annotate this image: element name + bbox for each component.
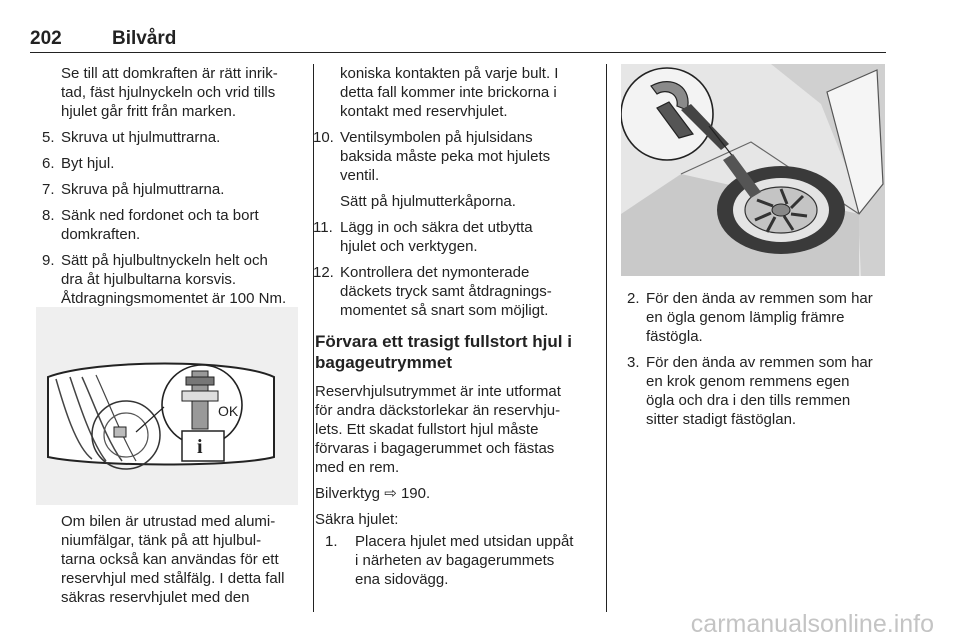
item-text: däckets tryck samt åtdragnings- [340, 283, 552, 300]
para-line: Reservhjulsutrymmet är inte utformat [315, 383, 561, 400]
intro-line: tad, fäst hjulnyckeln och vrid tills [61, 84, 276, 101]
item-text: i närheten av bagagerummets [355, 552, 555, 569]
tools-text: Bilverktyg [315, 485, 381, 502]
item-number: 2. [627, 290, 640, 307]
item-text: domkraften. [61, 226, 141, 243]
item-text: en ögla genom lämplig främre [646, 309, 845, 326]
note-line: Om bilen är utrustad med alumi- [61, 513, 276, 530]
item-number: 7. [42, 181, 55, 198]
column-3 [621, 289, 889, 429]
list-item [36, 154, 304, 173]
paragraph [315, 382, 597, 477]
page-header [30, 28, 886, 54]
list-item [315, 128, 597, 211]
column-2 [315, 64, 597, 589]
tools-reference [315, 484, 597, 503]
item-text: baksida måste peka mot hjulets [340, 148, 551, 165]
info-icon: i [197, 436, 203, 458]
item-text: Sätt på hjulmutterkåporna. [340, 193, 516, 210]
intro-line: hjulet går fritt från marken. [61, 103, 237, 120]
valve-symbol-drawing [36, 307, 298, 505]
note-line: niumfälgar, tänk på att hjulbul- [61, 532, 262, 549]
chapter-title: Bilvård [112, 28, 177, 49]
column-1 [36, 64, 304, 308]
page-number: 202 [30, 28, 62, 49]
note-line: säkras reservhjulet med den [61, 589, 250, 606]
item-text: sitter stadigt fästöglan. [646, 411, 797, 428]
item-text: Sänk ned fordonet och ta bort [61, 207, 259, 224]
list-item [36, 251, 304, 308]
item-text: Skruva på hjulmuttrarna. [61, 181, 225, 198]
list-item [621, 353, 889, 429]
item-text: ena sidovägg. [355, 571, 449, 588]
item-number: 5. [42, 129, 55, 146]
note-block [36, 512, 304, 607]
para-line: förvaras i bagagerummet och fästas [315, 440, 555, 457]
note-line: reservhjul med stålfälg. I detta fall [61, 570, 285, 587]
item-text: Åtdragningsmomentet är 100 Nm. [61, 290, 287, 307]
tools-page-link[interactable]: 190. [400, 485, 431, 502]
item-text: ventil. [340, 167, 380, 184]
list-item [36, 206, 304, 244]
item-number: 11. [313, 219, 333, 236]
list-item [36, 180, 304, 199]
page-reference-arrow-icon[interactable]: ⇨ [384, 485, 397, 502]
item-text: Skruva ut hjulmuttrarna. [61, 129, 221, 146]
item-text: en krok genom remmens egen [646, 373, 850, 390]
item-text: Byt hjul. [61, 155, 115, 172]
para-line: lets. Ett skadat fullstort hjul måste [315, 421, 539, 438]
list-item [36, 128, 304, 147]
note-line: tarna också kan användas för ett [61, 551, 279, 568]
item-text: fästögla. [646, 328, 703, 345]
header-rule [30, 52, 886, 53]
list-item [315, 532, 597, 589]
ok-label: OK [218, 403, 239, 419]
item-text: För den ända av remmen som har [646, 354, 873, 371]
para-line: för andra däckstorlekar än reservhju- [315, 402, 561, 419]
section-heading: Förvara ett trasigt fullstort hjul i [315, 332, 572, 351]
item-text: dra åt hjulbultarna korsvis. [61, 271, 237, 288]
spare-wheel-strap-illustration [621, 64, 885, 276]
cont-line: detta fall kommer inte brickorna i [340, 84, 557, 101]
luggage-compartment-drawing [621, 64, 885, 276]
item-number: 1. [325, 533, 338, 550]
item-text: För den ända av remmen som har [646, 290, 873, 307]
list-item [315, 263, 597, 320]
item-number: 9. [42, 252, 55, 269]
item-text: Lägg in och säkra det utbytta [340, 219, 533, 236]
item-text: momentet så snart som möjligt. [340, 302, 549, 319]
item-text: Kontrollera det nymonterade [340, 264, 530, 281]
info-symbol-box [182, 431, 224, 461]
cont-line: kontakt med reservhjulet. [340, 103, 508, 120]
column-divider-2 [606, 64, 607, 612]
item-text: Ventilsymbolen på hjulsidans [340, 129, 533, 146]
item-number: 6. [42, 155, 55, 172]
section-heading: bagageutrymmet [315, 353, 452, 372]
cont-line: koniska kontakten på varje bult. I [340, 65, 559, 82]
item-text: Placera hjulet med utsidan uppåt [355, 533, 574, 550]
item-text: hjulet och verktygen. [340, 238, 478, 255]
item-number: 3. [627, 354, 640, 371]
valve-symbol-illustration [36, 307, 298, 505]
item-number: 10. [313, 129, 334, 146]
item-text: Sätt på hjulbultnyckeln helt och [61, 252, 268, 269]
watermark: carmanualsonline.info [690, 610, 934, 638]
item-text: ögla och dra i den tills remmen [646, 392, 851, 409]
item-number: 8. [42, 207, 55, 224]
list-item [621, 289, 889, 346]
secure-intro: Säkra hjulet: [315, 511, 399, 528]
list-item [315, 218, 597, 256]
para-line: med en rem. [315, 459, 400, 476]
intro-line: Se till att domkraften är rätt inrik- [61, 65, 278, 82]
item-number: 12. [313, 264, 334, 281]
